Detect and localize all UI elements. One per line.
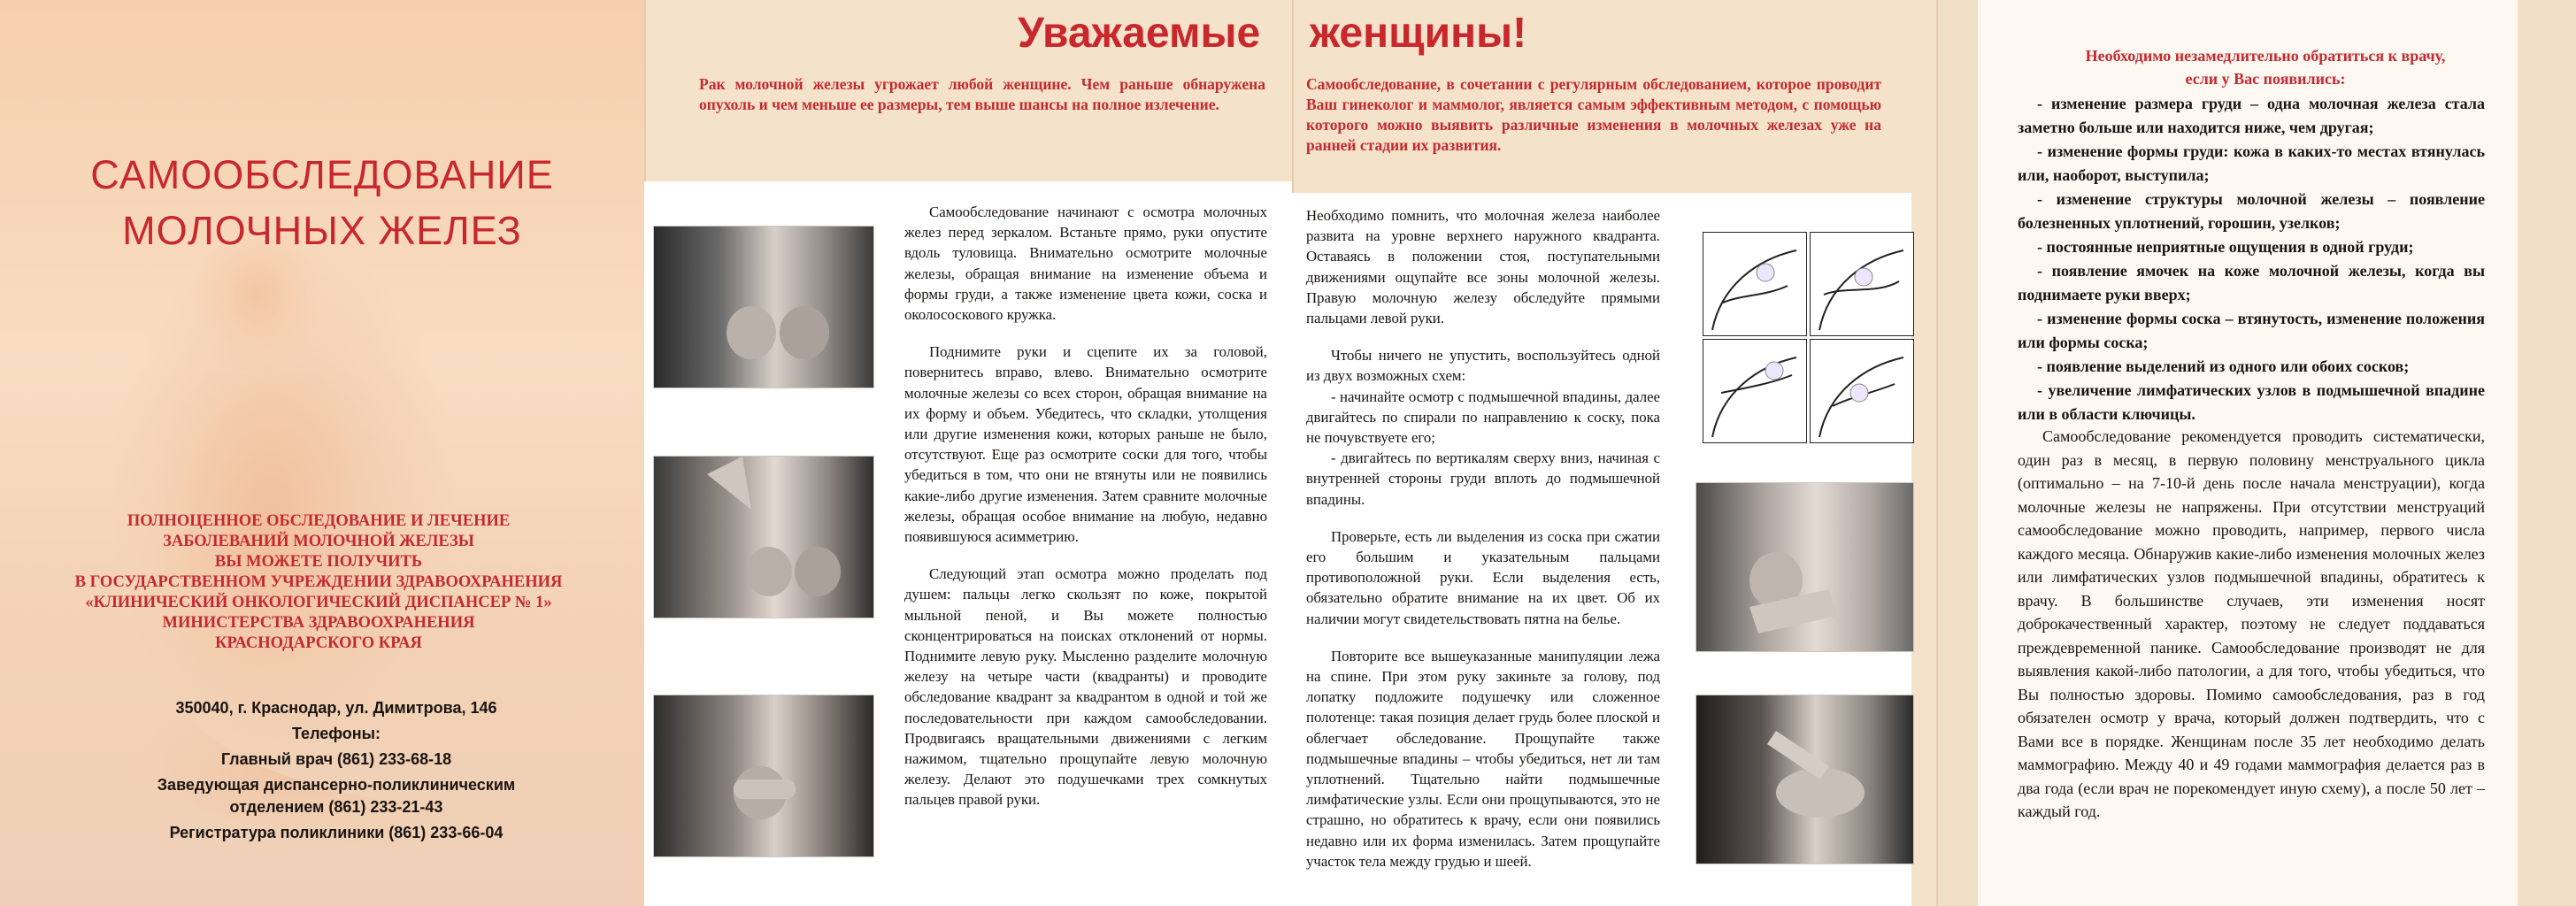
- offer-line: МИНИСТЕРСТВА ЗДРАВООХРАНЕНИЯ: [162, 614, 475, 632]
- symptom-item: - появление ямочек на коже молочной железы, когда вы поднимаете руки вверх;: [2018, 262, 2485, 303]
- paragraph: Самообследование начинают с осмотра молочных желез перед зеркалом. Встаньте прямо, руки опустите вдоль туловища. Внимательно осмотрите молочные железы, обращая внимание на изменение объема и формы груди, а также изменение цвета кожи, соска и околососкового кружка.: [904, 203, 1267, 324]
- paragraph: Повторите все вышеуказанные манипуляции лежа на спине. При этом руку закиньте за голову, под лопатку подложите подушечку или сложенное полотенце: такая позиция делает грудь более плоской и облегчает обследование. Прощупайте также подмышечные впадины – чтобы убедиться, нет ли там уплотнений. Тщательно найти подмышечные лимфатические узлы. Если они прощупываются, это не страшно, но обратитесь к врачу, если они появились недавно или их форма изменилась. Затем прощупайте участок тела между грудью и шеей.: [1306, 647, 1660, 870]
- symptom-item: - изменение формы груди: кожа в каких-то местах втянулась или, наоборот, выступила;: [2018, 142, 2485, 184]
- torso-arms-up-icon: [654, 457, 873, 618]
- cover-panel: [0, 0, 644, 906]
- headline-part2: женщины!: [1310, 10, 1527, 57]
- warning-heading-line2: если у Вас появились:: [2185, 70, 2346, 88]
- phone-dept-line2: отделением (861) 233-21-43: [229, 798, 443, 816]
- diagram-palpation-3: [1703, 339, 1807, 443]
- symptom-list: [2018, 92, 2485, 426]
- hand-diagram-icon: [1811, 233, 1913, 335]
- photo-lying-exam: [1696, 695, 1914, 864]
- panel2-intro: Рак молочной железы угрожает любой женщине. Чем раньше обнаружена опухоль и чем меньше ее размеры, тем выше шансы на полное излечение.: [699, 75, 1265, 113]
- photo-nipple-check: [1696, 482, 1914, 652]
- photo-palpation: [653, 695, 874, 857]
- paragraph: Чтобы ничего не упустить, воспользуйтесь одной из двух возможных схем:: [1306, 347, 1660, 385]
- symptom-item: - появление выделений из одного или обоих сосков;: [2037, 357, 2410, 375]
- lying-torso-icon: [1696, 695, 1913, 864]
- list-item: - начинайте осмотр с подмышечной впадины, далее двигайтесь по спирали по направлению к соску, пока не почувствуете его;: [1306, 388, 1660, 447]
- fold-line: [1936, 0, 1938, 906]
- panel3-text: [1306, 205, 1660, 888]
- paragraph: Поднимите руки и сцепите их за головой, повернитесь вправо, влево. Внимательно осмотрите молочные железы со всех сторон, обращая внимание на их форму и объем. Убедитесь, что складки, утолщения или другие изменения кожи, которых раньше не было, отсутствуют. Еще раз осмотрите соски для того, чтобы убедиться в том, что они не втянуты или не появились какие-либо другие изменения. Затем сравните молочные железы, обращая особое внимание на любую, недавно появившуюся асимметрию.: [904, 343, 1267, 546]
- symptom-item: - постоянные неприятные ощущения в одной груди;: [2037, 238, 2414, 256]
- offer-line: КРАСНОДАРСКОГО КРАЯ: [215, 634, 422, 652]
- panel2-text: [904, 202, 1267, 827]
- diagram-palpation-2: [1810, 232, 1914, 336]
- warning-heading-line1: Необходимо незамедлительно обратиться к врачу,: [2085, 47, 2446, 65]
- headline-part1: Уважаемые: [1018, 10, 1261, 57]
- offer-line: ВЫ МОЖЕТЕ ПОЛУЧИТЬ: [214, 553, 423, 571]
- paragraph: Следующий этап осмотра можно проделать под душем: пальцы легко скользят по коже, покрытой мыльной пеной, и Вы можете полностью сконцентрироваться на поисках отклонений от нормы. Поднимите левую руку. Мысленно разделите молочную железу на четыре части (квадранты) и проводите обследование квадрант за квадрантом в одной и той же последовательности при каждом самообследовании. Продвигаясь вращательными движениями с легким нажимом, тщательно прощупайте левую молочную железу. Делают это подушечками трех сомкнутых пальцев правой руки.: [904, 565, 1267, 809]
- symptom-item: - изменение структуры молочной железы – появление болезненных уплотнений, горошин, узелков;: [2018, 190, 2485, 232]
- hand-diagram-icon: [1703, 233, 1806, 335]
- diagram-palpation-1: [1703, 232, 1807, 336]
- hand-nipple-icon: [1696, 483, 1913, 651]
- offer-line: ПОЛНОЦЕННОЕ ОБСЛЕДОВАНИЕ И ЛЕЧЕНИЕ: [127, 512, 511, 530]
- hand-palpation-icon: [654, 695, 873, 856]
- offer-line: ЗАБОЛЕВАНИЙ МОЛОЧНОЙ ЖЕЛЕЗЫ: [163, 533, 474, 550]
- symptom-item: - увеличение лимфатических узлов в подмышечной впадине или в области ключицы.: [2018, 381, 2485, 423]
- phone-registry: Регистратура поликлиники (861) 233-66-04: [169, 824, 504, 841]
- symptom-item: - изменение формы соска – втянутость, изменение положения или формы соска;: [2018, 310, 2485, 351]
- phone-dept-line1: Заведующая диспансерно-поликлиническим: [157, 776, 516, 794]
- paragraph: Необходимо помнить, что молочная железа наиболее развита на уровне верхнего наружного квадранта. Оставаясь в положении стоя, поступательными движениями ощупайте все зоны молочной железы. Правую молочную железу обследуйте прямыми пальцами левой руки.: [1306, 207, 1660, 327]
- phones-title: Телефоны:: [291, 725, 381, 742]
- cover-title-line2: МОЛОЧНЫХ ЖЕЛЕЗ: [122, 208, 522, 253]
- warning-heading: [2018, 44, 2513, 90]
- offer-line: «КЛИНИЧЕСКИЙ ОНКОЛОГИЧЕСКИЙ ДИСПАНСЕР № 1»: [85, 594, 552, 611]
- offer-block: [35, 511, 602, 654]
- diagram-palpation-4: [1810, 339, 1914, 443]
- paragraph: Проверьте, есть ли выделения из соска при сжатии его большим и указательным пальцами противоположной руки. Если выделения есть, обязательно обратите внимание на их цвет. Об их наличии могут свидетельствовать пятна на белье.: [1306, 527, 1660, 627]
- recommendation-text: Самообследование рекомендуется проводить систематически, один раз в месяц, в первую половину менструального цикла (оптимально – на 7-10-й день после начала менструации), когда молочные железы не напряжены. При отсутствии менструаций самообследование можно проводить, например, первого числа каждого месяца. Обнаружив какие-либо изменения молочных желез или лимфатических узлов подмышечной впадины, обратитесь к врачу. В большинстве случаев, эти изменения носят доброкачественный характер, поэтому не следует поддаваться преждевременной панике. Самообследование производят не для выявления какой-либо патологии, а для того, чтобы убедиться, что Вы полностью здоровы. Помимо самообследования, раз в год обязателен осмотр у врача, который должен подтвердить, что с Вами все в порядке. Женщинам после 35 лет необходимо делать маммографию. Между 40 и 49 годами маммография делается раз в два года (если врач не порекомендует иную схему), а после 50 лет – каждый год.: [2018, 427, 2485, 820]
- torso-front-icon: [654, 226, 873, 388]
- address: 350040, г. Краснодар, ул. Димитрова, 146: [175, 699, 497, 717]
- symptom-item: - изменение размера груди – одна молочная железа стала заметно больше или находится ниже, чем другая;: [2018, 95, 2485, 136]
- hand-diagram-icon: [1811, 340, 1913, 442]
- hand-diagram-icon: [1703, 340, 1806, 442]
- photo-arms-raised: [653, 456, 874, 618]
- phone-chief: Главный врач (861) 233-68-18: [220, 750, 452, 768]
- list-item: - двигайтесь по вертикалям сверху вниз, начиная с внутренней стороны груди вплоть до подмышечной впадины.: [1306, 449, 1660, 508]
- photo-arms-down: [653, 226, 874, 388]
- contact-block: [88, 697, 584, 844]
- offer-line: В ГОСУДАРСТВЕННОМ УЧРЕЖДЕНИИ ЗДРАВООХРАНЕНИЯ: [74, 573, 563, 591]
- panel3-intro: Самообследование, в сочетании с регулярным обследованием, которое проводит Ваш гинеколог и маммолог, является самым эффективным методом, с помощью которого можно выявить различные изменения в молочных железах уже на ранней стадии их развития.: [1306, 75, 1881, 154]
- cover-title-line1: САМООБСЛЕДОВАНИЕ: [90, 152, 554, 197]
